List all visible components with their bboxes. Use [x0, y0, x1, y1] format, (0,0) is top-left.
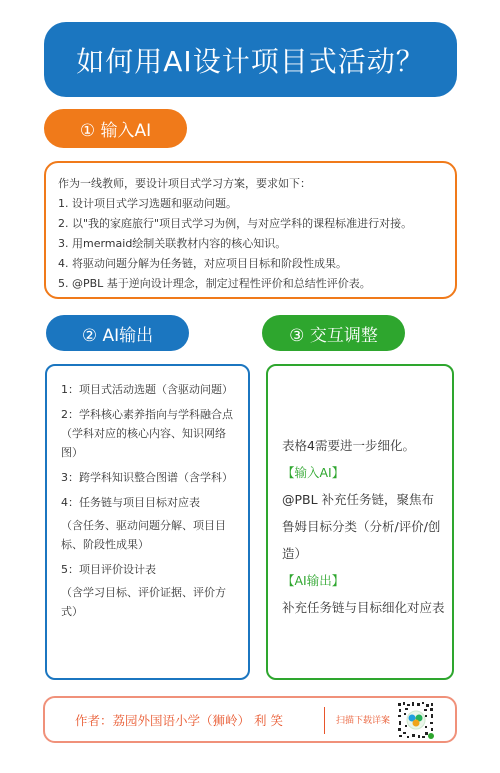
- output-line: 4：任务链与项目目标对应表: [61, 496, 200, 509]
- input-line: 1. 设计项目式学习选题和驱动问题。: [58, 197, 237, 210]
- scan-download-text: 扫描下载详案: [336, 716, 391, 726]
- ai-output-label: ② AI输出: [46, 315, 189, 351]
- qr-code-icon[interactable]: [395, 699, 437, 741]
- input-ai-tag: 【输入AI】: [282, 465, 345, 480]
- interact-box: [266, 364, 454, 680]
- output-line: 1：项目式活动选题（含驱动问题）: [61, 383, 233, 396]
- footer-divider: [324, 707, 325, 734]
- page-title: 如何用AI设计项目式活动？: [76, 44, 425, 78]
- footer-bar: [43, 696, 457, 743]
- ai-output-tag: 【AI输出】: [282, 573, 345, 588]
- output-line: 3：跨学科知识整合图谱（含学科）: [61, 471, 233, 484]
- input-line: 2. 以"我的家庭旅行"项目式学习为例，与对应学科的课程标准进行对接。: [58, 217, 413, 230]
- title-banner: [44, 22, 457, 97]
- input-line: 3. 用mermaid绘制关联教材内容的核心知识。: [58, 237, 287, 250]
- output-line: （含任务、驱动问题分解、项目目标、阶段性成果）: [61, 519, 226, 551]
- input-ai-label: ① 输入AI: [44, 109, 187, 148]
- interact-adjust-label: ③ 交互调整: [262, 315, 405, 351]
- interact-line: @PBL 补充任务链，聚焦布鲁姆目标分类（分析/评价/创造）: [282, 492, 441, 561]
- output-line: （含学习目标、评价证据、评价方式）: [61, 586, 226, 618]
- author-text: 作者：荔园外国语小学（狮岭） 利 笑: [75, 713, 283, 728]
- interact-line: 补充任务链与目标细化对应表: [282, 600, 445, 615]
- input-prompt-box: [44, 161, 457, 299]
- output-line: 2：学科核心素养指向与学科融合点（学科对应的核心内容、知识网络图）: [61, 408, 233, 459]
- input-line: 4. 将驱动问题分解为任务链，对应项目目标和阶段性成果。: [58, 257, 347, 270]
- interact-line: 表格4需要进一步细化。: [282, 438, 415, 453]
- output-line: 5：项目评价设计表: [61, 563, 156, 576]
- ai-output-box: [45, 364, 250, 680]
- input-line: 作为一线教师，要设计项目式学习方案，要求如下：: [58, 177, 311, 190]
- input-line: 5. @PBL 基于逆向设计理念，制定过程性评价和总结性评价表。: [58, 277, 371, 290]
